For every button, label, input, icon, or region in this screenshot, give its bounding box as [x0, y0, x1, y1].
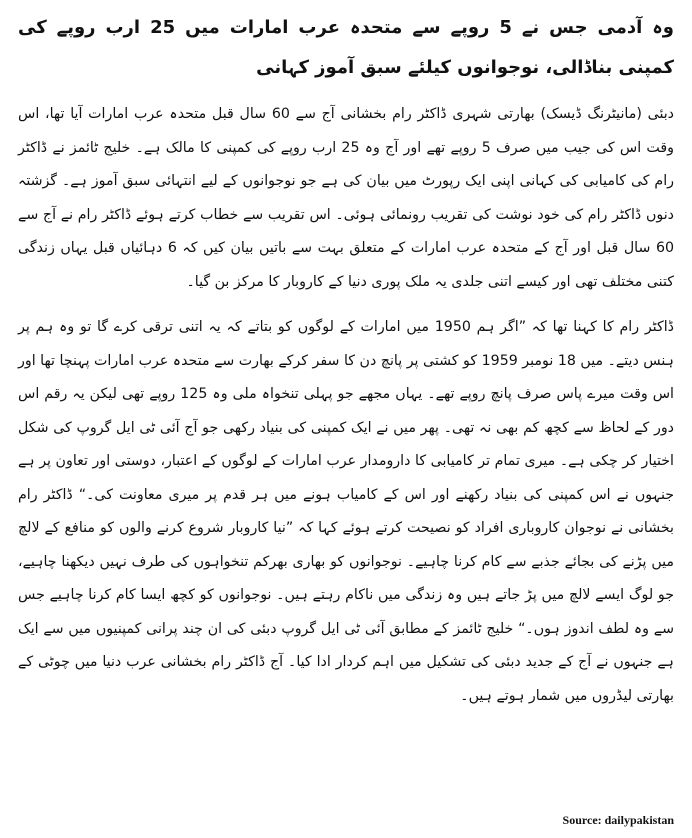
article-title: وہ آدمی جس نے 5 روپے سے متحدہ عرب امارات میں 25 ارب روپے کی کمپنی بناڈالی، نوجوانوں کیلئے سبق آموز کہانی	[18, 17, 674, 78]
source-credit: Source: dailypakistan	[562, 813, 674, 827]
article-paragraph-1: دبئی (مانیٹرنگ ڈیسک) بھارتی شہری ڈاکٹر رام بخشانی آج سے 60 سال قبل متحدہ عرب امارات آیا تھا، اس وقت اس کی جیب میں صرف 5 روپے تھے اور آج وہ 25 ارب روپے کی کمپنی کا مالک ہے۔ خلیج ٹائمز نے ڈاکٹر رام کی کامیابی کی کہانی اپنی ایک رپورٹ میں بیان کی ہے جو نوجوانوں کے لیے انتہائی سبق آموز ہے۔ گزشتہ دنوں ڈاکٹر رام کی خود نوشت کی تقریب رونمائی ہوئی۔ اس تقریب سے خطاب کرتے ہوئے ڈاکٹر رام نے آج سے 60 سال قبل اور آج کے متحدہ عرب امارات کے متعلق بہت سے باتیں بیان کیں کہ 6 دہائیاں قبل یہاں زندگی کتنی مختلف تھی اور کیسے اتنی جلدی یہ ملک پوری دنیا کے کاروبار کا مرکز بن گیا۔	[18, 106, 675, 290]
article	[18, 8, 674, 713]
article-paragraph-2: ڈاکٹر رام کا کہنا تھا کہ ”اگر ہم 1950 میں امارات کے لوگوں کو بتاتے کہ یہ اتنی ترقی کرے گا تو وہ ہم پر ہنس دیتے۔ میں 18 نومبر 1959 کو کشتی پر پانچ دن کا سفر کرکے بھارت سے متحدہ عرب امارات پہنچا تھا اور اس وقت میرے پاس صرف پانچ روپے تھے۔ یہاں مجھے جو پہلی تنخواہ ملی وہ 125 روپے تھی لیکن یہ رقم اس دور کے لحاظ سے کچھ کم بھی نہ تھی۔ پھر میں نے ایک کمپنی کی بنیاد رکھی جو آج آئی ٹی ایل گروپ کی شکل اختیار کر چکی ہے۔ میری تمام تر کامیابی کا دارومدار عرب امارات کے لوگوں کے اعتبار، دوستی اور تعاون پر ہے جنہوں نے اس کمپنی کی بنیاد رکھنے اور اس کے کامیاب ہونے میں ہر قدم پر میری معاونت کی۔“ ڈاکٹر رام بخشانی نے نوجوان کاروباری افراد کو نصیحت کرتے ہوئے کہا کہ ”نیا کاروبار شروع کرنے والوں کو منافع کے لالچ میں پڑنے کی بجائے جذبے سے کام کرنا چاہیے۔ نوجوانوں کو بھاری بھرکم تنخواہوں کی طرف نہیں دیکھنا چاہیے، جو لوگ ایسے لالچ میں پڑ جاتے ہیں وہ زندگی میں ناکام رہتے ہیں۔ نوجوانوں کو کچھ ایسا کام کرنا چاہیے جس سے وہ لطف اندوز ہوں۔“ خلیج ٹائمز کے مطابق آئی ٹی ایل گروپ دبئی کی ان چند پرانی کمپنیوں میں سے ایک ہے جنہوں نے آج کے جدید دبئی کی تشکیل میں اہم کردار ادا کیا۔ آج ڈاکٹر رام بخشانی عرب دنیا میں چوٹی کے بھارتی لیڈروں میں شمار ہوتے ہیں۔	[18, 319, 674, 704]
